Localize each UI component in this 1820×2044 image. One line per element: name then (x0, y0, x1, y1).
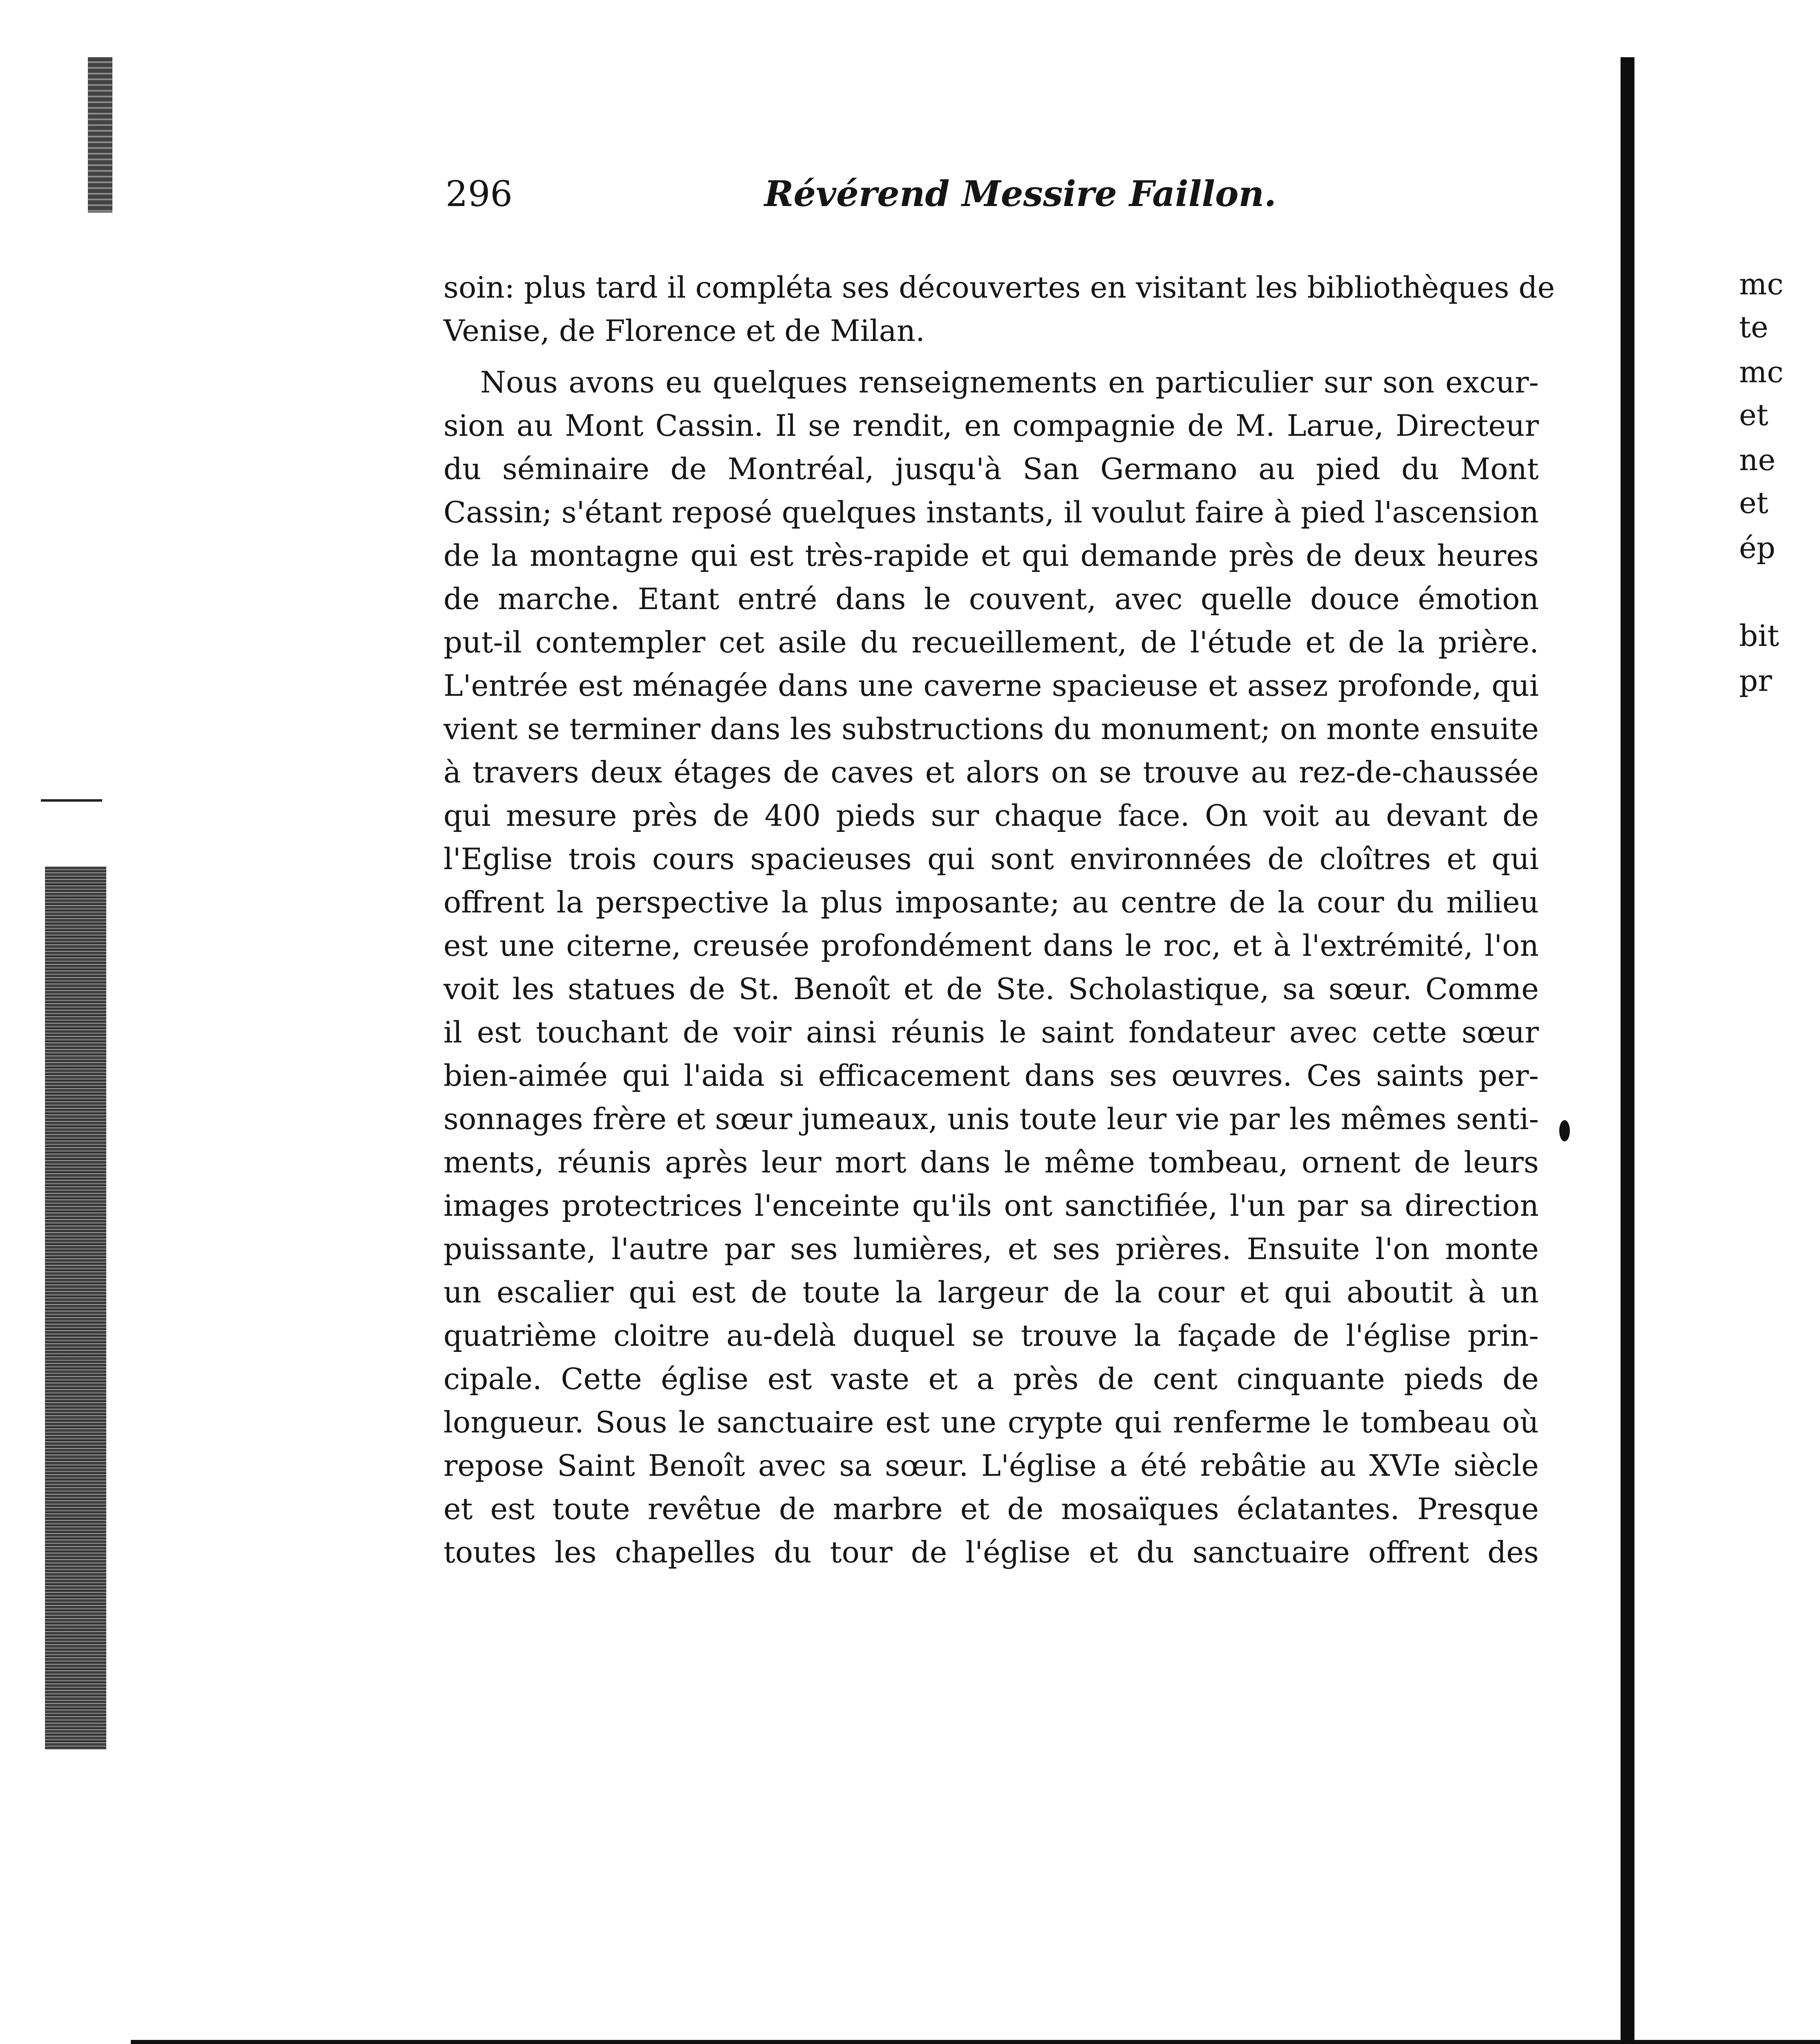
text-line: cipale. Cette église est vaste et a près de cent cinquante pieds de (443, 1362, 1539, 1396)
text-line: à travers deux étages de caves et alors on se trouve au rez-de-chaussée (443, 755, 1539, 789)
text-line: de la montagne qui est très-rapide et qui demande près de deux heures (443, 538, 1539, 573)
text-line: quatrième cloitre au-delà duquel se trouve la façade de l'église prin- (443, 1318, 1539, 1353)
text-line: longueur. Sous le sanctuaire est une crypte qui renferme le tombeau où (443, 1405, 1539, 1439)
text-line: l'Eglise trois cours spacieuses qui sont environnées de cloîtres et qui (443, 842, 1539, 876)
text-line: put-il contempler cet asile du recueillement, de l'étude et de la prière. (443, 625, 1539, 659)
text-line: Cassin; s'étant reposé quelques instants, il voulut faire à pied l'ascension (443, 495, 1539, 529)
text-line: et est toute revêtue de marbre et de mosaïques éclatantes. Presque (443, 1492, 1539, 1526)
running-title: Révérend Messire Faillon. (764, 173, 1276, 215)
fragment-text: pr (1739, 663, 1772, 698)
text-line: est une citerne, creusée profondément dans le roc, et à l'extrémité, l'on (443, 928, 1539, 963)
text-line: puissante, l'autre par ses lumières, et ses prières. Ensuite l'on monte (443, 1232, 1539, 1266)
text-line: bien-aimée qui l'aida si efficacement dans ses œuvres. Ces saints per- (443, 1058, 1539, 1093)
text-line: de marche. Etant entré dans le couvent, avec quelle douce émotion (443, 582, 1539, 616)
text-line: un escalier qui est de toute la largeur de la cour et qui aboutit à un (443, 1275, 1539, 1309)
margin-rule (41, 799, 102, 802)
fragment-text: et (1739, 486, 1769, 520)
ink-blot (1559, 1120, 1570, 1141)
text-line: soin: plus tard il compléta ses découvertes en visitant les bibliothèques de (443, 270, 1555, 305)
text-line: Nous avons eu quelques renseignements en particulier sur son excur- (480, 365, 1539, 399)
text-line: il est touchant de voir ainsi réunis le saint fondateur avec cette sœur (443, 1015, 1539, 1049)
text-line: du séminaire de Montréal, jusqu'à San Germano au pied du Mont (443, 452, 1539, 486)
fragment-text: et (1739, 398, 1769, 432)
scan-edge-artifact-top (88, 57, 112, 213)
fragment-text: ép (1739, 531, 1775, 565)
text-line: offrent la perspective la plus imposante; au centre de la cour du milieu (443, 885, 1539, 919)
fragment-text: te (1739, 310, 1769, 344)
text-line: sonnages frère et sœur jumeaux, unis toute leur vie par les mêmes senti- (443, 1102, 1539, 1136)
text-line: ments, réunis après leur mort dans le même tombeau, ornent de leurs (443, 1145, 1539, 1179)
text-line: repose Saint Benoît avec sa sœur. L'église a été rebâtie au XVIe siècle (443, 1448, 1539, 1483)
scan-edge-artifact (45, 867, 106, 1750)
fragment-text: bit (1739, 619, 1780, 653)
text-line: voit les statues de St. Benoît et de Ste. Scholastique, sa sœur. Comme (443, 972, 1539, 1006)
book-gutter (1621, 57, 1634, 2044)
page-number: 296 (445, 174, 513, 215)
text-line: qui mesure près de 400 pieds sur chaque face. On voit au devant de (443, 798, 1539, 833)
fragment-text: mc (1739, 355, 1784, 389)
text-line: sion au Mont Cassin. Il se rendit, en compagnie de M. Larue, Directeur (443, 408, 1539, 443)
fragment-text: mc (1739, 267, 1784, 301)
text-line: images protectrices l'enceinte qu'ils ont sanctifiée, l'un par sa direction (443, 1188, 1539, 1223)
text-line: L'entrée est ménagée dans une caverne spacieuse et assez profonde, qui (443, 668, 1539, 703)
fragment-text: ne (1739, 443, 1775, 477)
bottom-edge-rule (131, 2040, 1820, 2044)
text-line: toutes les chapelles du tour de l'église et du sanctuaire offrent des (443, 1535, 1539, 1569)
text-line: Venise, de Florence et de Milan. (443, 314, 925, 348)
text-line: vient se terminer dans les substructions du monument; on monte ensuite (443, 712, 1539, 746)
